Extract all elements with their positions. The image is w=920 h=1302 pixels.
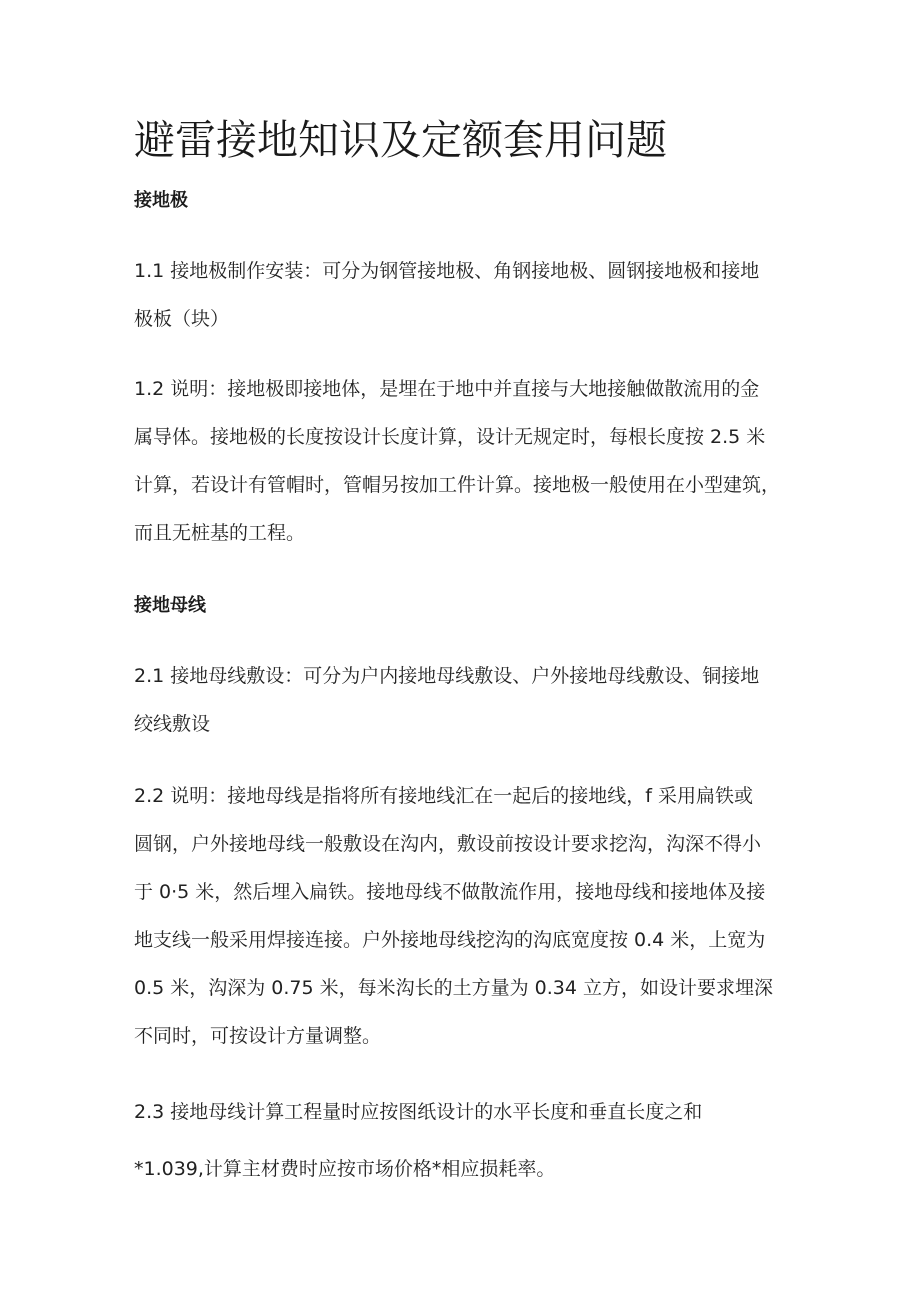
paragraph-line: 地支线一般采用焊接连接。户外接地母线挖沟的沟底宽度按 0.4 米，上宽为 [134,929,766,951]
paragraph-line: 绞线敷设 [134,713,211,735]
paragraph-line: 2.3 接地母线计算工程量时应按图纸设计的水平长度和垂直长度之和 [134,1101,703,1123]
paragraph-2-2 [134,772,799,1060]
paragraph-line: 不同时，可按设计方量调整。 [134,1025,382,1047]
paragraph-line: 极板（块） [134,308,230,330]
paragraph-1-2 [134,365,799,557]
page-title: 避雷接地知识及定额套用问题 [134,116,667,164]
paragraph-line: *1.039,计算主材费时应按市场价格*相应损耗率。 [134,1158,556,1180]
paragraph-1-1 [134,247,799,343]
paragraph-line: 0.5 米，沟深为 0.75 米，每米沟长的土方量为 0.34 立方，如设计要求埋深 [134,977,774,999]
paragraph-2-3-continued [134,1145,799,1193]
paragraph-2-1 [134,652,799,748]
paragraph-line: 2.1 接地母线敷设：可分为户内接地母线敷设、户外接地母线敷设、铜接地 [134,665,760,687]
paragraph-line: 而且无桩基的工程。 [134,522,306,544]
paragraph-line: 属导体。接地极的长度按设计长度计算，设计无规定时，每根长度按 2.5 米 [134,426,766,448]
paragraph-line: 圆钢，户外接地母线一般敷设在沟内，敷设前按设计要求挖沟，沟深不得小 [134,833,762,855]
section-heading-grounding-electrode: 接地极 [134,190,188,211]
paragraph-line: 于 0·5 米，然后埋入扁铁。接地母线不做散流作用，接地母线和接地体及接 [134,881,766,903]
paragraph-line: 2.2 说明：接地母线是指将所有接地线汇在一起后的接地线，f 采用扁铁或 [134,785,753,807]
paragraph-2-3 [134,1088,799,1136]
paragraph-line: 1.2 说明：接地极即接地体，是埋在于地中并直接与大地接触做散流用的金 [134,378,760,400]
paragraph-line: 1.1 接地极制作安装：可分为钢管接地极、角钢接地极、圆钢接地极和接地 [134,260,760,282]
paragraph-line: 计算，若设计有管帽时，管帽另按加工件计算。接地极一般使用在小型建筑， [134,474,781,496]
section-heading-grounding-busbar: 接地母线 [134,595,206,616]
